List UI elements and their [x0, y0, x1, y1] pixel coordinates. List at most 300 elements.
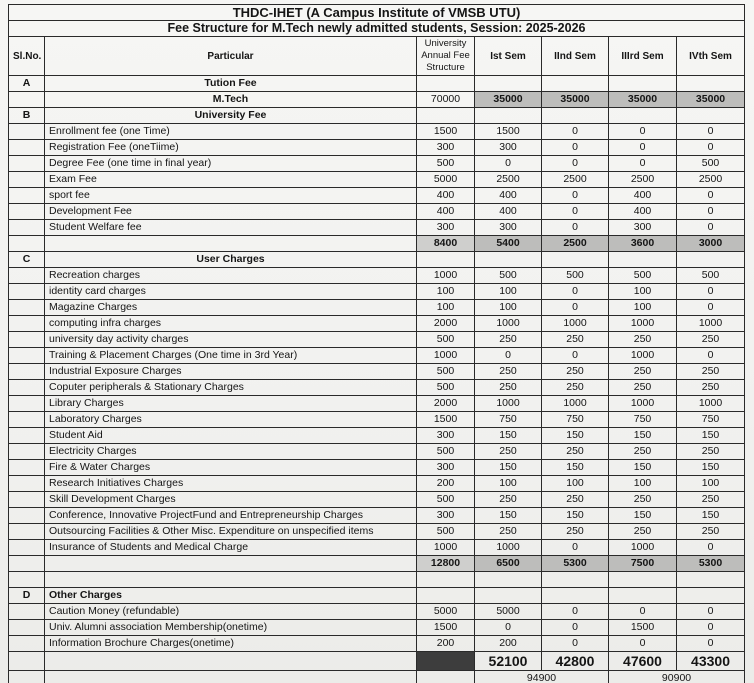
sem3-cell: 400: [609, 188, 677, 204]
annual-cell: 70000: [417, 92, 475, 108]
header-particular: Particular: [45, 37, 417, 76]
sem1-cell: 250: [475, 444, 542, 460]
sem4-cell: 150: [677, 428, 745, 444]
annual-cell: 1000: [417, 268, 475, 284]
section-code: B: [9, 108, 45, 124]
annual-cell: 1000: [417, 348, 475, 364]
sem4-cell: 1000: [677, 316, 745, 332]
sem4-cell: 250: [677, 380, 745, 396]
sem3-cell: 1000: [609, 396, 677, 412]
sem4-cell: 500: [677, 268, 745, 284]
annual-cell: 1500: [417, 412, 475, 428]
particular-cell: Registration Fee (oneTiime): [45, 140, 417, 156]
sem3-cell: 35000: [609, 92, 677, 108]
fee-row: [9, 204, 745, 220]
fee-row: [9, 396, 745, 412]
sem3-cell: 0: [609, 140, 677, 156]
empty-cell: [542, 572, 609, 588]
particular-cell: Industrial Exposure Charges: [45, 364, 417, 380]
sem2-cell: 0: [542, 636, 609, 652]
sno-cell: [9, 220, 45, 236]
annual-cell: 500: [417, 444, 475, 460]
section-header-row: [9, 108, 745, 124]
sem1-cell: 1000: [475, 396, 542, 412]
subtotal-sem3: 7500: [609, 556, 677, 572]
sem4-cell: 1000: [677, 396, 745, 412]
annual-cell: 300: [417, 460, 475, 476]
particular-cell: Conference, Innovative ProjectFund and Entrepreneurship Charges: [45, 508, 417, 524]
particular-cell: Training & Placement Charges (One time in 3rd Year): [45, 348, 417, 364]
section-code: C: [9, 252, 45, 268]
sem2-cell: 0: [542, 284, 609, 300]
particular-cell: identity card charges: [45, 284, 417, 300]
sno-cell: [9, 671, 45, 683]
sno-cell: [9, 444, 45, 460]
annual-cell: 500: [417, 156, 475, 172]
sem4-cell: 0: [677, 348, 745, 364]
sno-cell: [9, 508, 45, 524]
grand-total-sem3: 47600: [609, 652, 677, 671]
annual-cell: 200: [417, 476, 475, 492]
grand-total-sem4: 43300: [677, 652, 745, 671]
empty-cell: [677, 76, 745, 92]
sem1-cell: 0: [475, 620, 542, 636]
sem1-cell: 750: [475, 412, 542, 428]
empty-cell: [609, 252, 677, 268]
annual-cell: 200: [417, 636, 475, 652]
sno-cell: [9, 604, 45, 620]
particular-cell: Univ. Alumni association Membership(onetime): [45, 620, 417, 636]
header-sem1: Ist Sem: [475, 37, 542, 76]
fee-row: [9, 140, 745, 156]
sno-cell: [9, 460, 45, 476]
section-header-row: [9, 252, 745, 268]
sno-cell: [9, 556, 45, 572]
fee-row: [9, 636, 745, 652]
fee-row: [9, 316, 745, 332]
annual-cell: 1000: [417, 540, 475, 556]
particular-cell: Enrollment fee (one Time): [45, 124, 417, 140]
year2-total: 90900: [609, 671, 745, 683]
fee-row: [9, 428, 745, 444]
empty-cell: [417, 588, 475, 604]
subtotal-sem4: 5300: [677, 556, 745, 572]
sem4-cell: 750: [677, 412, 745, 428]
sem4-cell: 0: [677, 540, 745, 556]
sem1-cell: 500: [475, 268, 542, 284]
empty-cell: [542, 76, 609, 92]
annual-cell: 500: [417, 380, 475, 396]
sno-cell: [9, 204, 45, 220]
sno-cell: [9, 124, 45, 140]
subtotal-annual: 12800: [417, 556, 475, 572]
sno-cell: [9, 540, 45, 556]
annual-cell: 500: [417, 524, 475, 540]
sem1-cell: 400: [475, 204, 542, 220]
sem3-cell: 400: [609, 204, 677, 220]
sem2-cell: 150: [542, 508, 609, 524]
fee-row: [9, 172, 745, 188]
sem3-cell: 250: [609, 364, 677, 380]
sem3-cell: 250: [609, 524, 677, 540]
sem2-cell: 250: [542, 492, 609, 508]
fee-structure-table: [8, 4, 745, 683]
sem1-cell: 100: [475, 284, 542, 300]
sem2-cell: 0: [542, 140, 609, 156]
sem2-cell: 0: [542, 156, 609, 172]
empty-cell: [609, 108, 677, 124]
sno-cell: [9, 524, 45, 540]
fee-row: [9, 604, 745, 620]
section-title: Other Charges: [45, 588, 417, 604]
subtotal-sem3: 3600: [609, 236, 677, 252]
sem3-cell: 250: [609, 444, 677, 460]
particular-cell: Magazine Charges: [45, 300, 417, 316]
particular-cell: [45, 652, 417, 671]
empty-cell: [542, 108, 609, 124]
sem4-cell: 0: [677, 604, 745, 620]
sem3-cell: 100: [609, 300, 677, 316]
sno-cell: [9, 188, 45, 204]
sem1-cell: 150: [475, 460, 542, 476]
subtotal-annual: 8400: [417, 236, 475, 252]
sno-cell: [9, 284, 45, 300]
section-code: A: [9, 76, 45, 92]
fee-row: [9, 332, 745, 348]
sem1-cell: 1000: [475, 316, 542, 332]
sem3-cell: 100: [609, 284, 677, 300]
sem4-cell: 35000: [677, 92, 745, 108]
empty-cell: [475, 108, 542, 124]
fee-row: [9, 492, 745, 508]
fee-row: [9, 284, 745, 300]
sno-cell: [9, 236, 45, 252]
sem1-cell: 300: [475, 220, 542, 236]
fee-row: [9, 476, 745, 492]
section-header-row: [9, 588, 745, 604]
sem2-cell: 2500: [542, 172, 609, 188]
sem4-cell: 150: [677, 460, 745, 476]
sno-cell: [9, 476, 45, 492]
particular-cell: Exam Fee: [45, 172, 417, 188]
particular-cell: Skill Development Charges: [45, 492, 417, 508]
fee-row: [9, 220, 745, 236]
particular-cell: computing infra charges: [45, 316, 417, 332]
sno-cell: [9, 348, 45, 364]
grand-total-sem1: 52100: [475, 652, 542, 671]
empty-cell: [542, 252, 609, 268]
empty-cell: [475, 588, 542, 604]
sem2-cell: 250: [542, 332, 609, 348]
header-sem3: IIIrd Sem: [609, 37, 677, 76]
sno-cell: [9, 652, 45, 671]
sem3-cell: 1000: [609, 540, 677, 556]
year1-total: 94900: [475, 671, 609, 683]
sem3-cell: 100: [609, 476, 677, 492]
sem3-cell: 150: [609, 460, 677, 476]
fee-row: [9, 412, 745, 428]
sem1-cell: 1000: [475, 540, 542, 556]
sem3-cell: 300: [609, 220, 677, 236]
empty-cell: [45, 572, 417, 588]
sem4-cell: 0: [677, 188, 745, 204]
sem4-cell: 250: [677, 492, 745, 508]
empty-cell: [542, 588, 609, 604]
sem1-cell: 300: [475, 140, 542, 156]
sem1-cell: 5000: [475, 604, 542, 620]
sem2-cell: 0: [542, 348, 609, 364]
fee-row: [9, 268, 745, 284]
sem2-cell: 0: [542, 204, 609, 220]
annual-cell: 500: [417, 364, 475, 380]
particular-cell: Degree Fee (one time in final year): [45, 156, 417, 172]
sem4-cell: 0: [677, 204, 745, 220]
sem4-cell: 150: [677, 508, 745, 524]
sem1-cell: 100: [475, 300, 542, 316]
subtotal-sem1: 5400: [475, 236, 542, 252]
sem1-cell: 250: [475, 524, 542, 540]
section-title: Tution Fee: [45, 76, 417, 92]
sno-cell: [9, 156, 45, 172]
empty-cell: [609, 572, 677, 588]
sem3-cell: 0: [609, 124, 677, 140]
annual-cell: 500: [417, 492, 475, 508]
particular-cell: university day activity charges: [45, 332, 417, 348]
sem4-cell: 500: [677, 156, 745, 172]
particular-cell: Caution Money (refundable): [45, 604, 417, 620]
fee-row: [9, 348, 745, 364]
header-annual: University Annual Fee Structure: [417, 37, 475, 76]
particular-cell: Electricity Charges: [45, 444, 417, 460]
subtotal-row: [9, 236, 745, 252]
header-sem4: IVth Sem: [677, 37, 745, 76]
annual-cell: 5000: [417, 604, 475, 620]
sem4-cell: 250: [677, 444, 745, 460]
sem2-cell: 750: [542, 412, 609, 428]
sem1-cell: 250: [475, 332, 542, 348]
particular-cell: Research Initiatives Charges: [45, 476, 417, 492]
empty-cell: [677, 108, 745, 124]
sno-cell: [9, 332, 45, 348]
sem1-cell: 1500: [475, 124, 542, 140]
empty-cell: [677, 572, 745, 588]
sem3-cell: 150: [609, 428, 677, 444]
fee-row: [9, 300, 745, 316]
particular-cell: Insurance of Students and Medical Charge: [45, 540, 417, 556]
sem4-cell: 100: [677, 476, 745, 492]
particular-cell: [45, 671, 417, 683]
sem3-cell: 0: [609, 604, 677, 620]
sem3-cell: 0: [609, 156, 677, 172]
sem3-cell: 250: [609, 492, 677, 508]
sem4-cell: 250: [677, 524, 745, 540]
sem2-cell: 100: [542, 476, 609, 492]
sem3-cell: 250: [609, 380, 677, 396]
page-title: THDC-IHET (A Campus Institute of VMSB UTU): [9, 5, 745, 21]
sno-cell: [9, 364, 45, 380]
subtotal-sem2: 5300: [542, 556, 609, 572]
sem2-cell: 1000: [542, 316, 609, 332]
particular-cell: Outsourcing Facilities & Other Misc. Expenditure on unspecified items: [45, 524, 417, 540]
empty-cell: [609, 588, 677, 604]
annual-cell: 500: [417, 332, 475, 348]
annual-cell: 400: [417, 204, 475, 220]
subtotal-sem1: 6500: [475, 556, 542, 572]
sem2-cell: 0: [542, 124, 609, 140]
sem4-cell: 0: [677, 284, 745, 300]
tuition-row: [9, 92, 745, 108]
sem2-cell: 250: [542, 380, 609, 396]
sno-cell: [9, 492, 45, 508]
sem4-cell: 0: [677, 620, 745, 636]
sem2-cell: 0: [542, 300, 609, 316]
sem1-cell: 250: [475, 364, 542, 380]
particular-cell: Development Fee: [45, 204, 417, 220]
subtotal-row: [9, 556, 745, 572]
particular-cell: Recreation charges: [45, 268, 417, 284]
sem4-cell: 0: [677, 300, 745, 316]
particular-cell: [45, 236, 417, 252]
empty-cell: [9, 572, 45, 588]
empty-cell: [417, 108, 475, 124]
fee-row: [9, 188, 745, 204]
sem2-cell: 250: [542, 524, 609, 540]
particular-cell: Laboratory Charges: [45, 412, 417, 428]
fee-row: [9, 524, 745, 540]
sem4-cell: 0: [677, 140, 745, 156]
section-title: University Fee: [45, 108, 417, 124]
particular-cell: [45, 556, 417, 572]
fee-row: [9, 460, 745, 476]
sem4-cell: 0: [677, 636, 745, 652]
fee-row: [9, 124, 745, 140]
section-code: D: [9, 588, 45, 604]
year-total-row: [9, 671, 745, 683]
annual-cell: 300: [417, 220, 475, 236]
particular-cell: Student Aid: [45, 428, 417, 444]
annual-cell: 300: [417, 140, 475, 156]
particular-cell: Library Charges: [45, 396, 417, 412]
sem3-cell: 1000: [609, 316, 677, 332]
sem1-cell: 250: [475, 492, 542, 508]
sno-cell: [9, 636, 45, 652]
empty-cell: [677, 588, 745, 604]
sem2-cell: 500: [542, 268, 609, 284]
sem4-cell: 250: [677, 364, 745, 380]
sno-cell: [9, 396, 45, 412]
annual-cell: 1500: [417, 124, 475, 140]
sem3-cell: 500: [609, 268, 677, 284]
spacer-row: [9, 572, 745, 588]
particular-cell: Information Brochure Charges(onetime): [45, 636, 417, 652]
page-subtitle: Fee Structure for M.Tech newly admitted students, Session: 2025-2026: [9, 21, 745, 37]
sem1-cell: 2500: [475, 172, 542, 188]
sem3-cell: 250: [609, 332, 677, 348]
fee-row: [9, 380, 745, 396]
empty-cell: [417, 76, 475, 92]
empty-cell: [475, 572, 542, 588]
sem3-cell: 1000: [609, 348, 677, 364]
annual-cell: 300: [417, 508, 475, 524]
tuition-program: M.Tech: [45, 92, 417, 108]
annual-cell: 300: [417, 428, 475, 444]
annual-cell: 400: [417, 188, 475, 204]
sem1-cell: 400: [475, 188, 542, 204]
subtotal-sem4: 3000: [677, 236, 745, 252]
sem1-cell: 200: [475, 636, 542, 652]
annual-cell: 1500: [417, 620, 475, 636]
empty-cell: [417, 252, 475, 268]
sem2-cell: 0: [542, 540, 609, 556]
sem1-cell: 0: [475, 156, 542, 172]
sem4-cell: 0: [677, 124, 745, 140]
sem1-cell: 250: [475, 380, 542, 396]
fee-row: [9, 156, 745, 172]
sem2-cell: 0: [542, 220, 609, 236]
annual-cell: 2000: [417, 396, 475, 412]
sem3-cell: 1500: [609, 620, 677, 636]
sem2-cell: 1000: [542, 396, 609, 412]
empty-cell: [417, 572, 475, 588]
sno-cell: [9, 92, 45, 108]
grand-total-sem2: 42800: [542, 652, 609, 671]
fee-row: [9, 444, 745, 460]
particular-cell: sport fee: [45, 188, 417, 204]
empty-cell: [475, 252, 542, 268]
section-title: User Charges: [45, 252, 417, 268]
sno-cell: [9, 428, 45, 444]
subtotal-sem2: 2500: [542, 236, 609, 252]
annual-cell: 100: [417, 300, 475, 316]
sno-cell: [9, 620, 45, 636]
fee-row: [9, 364, 745, 380]
sno-cell: [9, 316, 45, 332]
annual-cell: [417, 671, 475, 683]
empty-cell: [475, 76, 542, 92]
sem1-cell: 35000: [475, 92, 542, 108]
sno-cell: [9, 172, 45, 188]
sno-cell: [9, 300, 45, 316]
sem3-cell: 750: [609, 412, 677, 428]
sem1-cell: 0: [475, 348, 542, 364]
sem2-cell: 150: [542, 428, 609, 444]
sem4-cell: 0: [677, 220, 745, 236]
empty-cell: [609, 76, 677, 92]
annual-cell: 100: [417, 284, 475, 300]
sem3-cell: 2500: [609, 172, 677, 188]
annual-cell: 5000: [417, 172, 475, 188]
header-sno: Sl.No.: [9, 37, 45, 76]
sem2-cell: 250: [542, 444, 609, 460]
particular-cell: Coputer peripherals & Stationary Charges: [45, 380, 417, 396]
sem4-cell: 2500: [677, 172, 745, 188]
sem4-cell: 250: [677, 332, 745, 348]
particular-cell: Fire & Water Charges: [45, 460, 417, 476]
fee-row: [9, 540, 745, 556]
sem3-cell: 0: [609, 636, 677, 652]
sem2-cell: 0: [542, 620, 609, 636]
sem2-cell: 0: [542, 188, 609, 204]
empty-cell: [677, 252, 745, 268]
fee-row: [9, 508, 745, 524]
grand-total-row: [9, 652, 745, 671]
grand-annual-cell: [417, 652, 475, 671]
particular-cell: Student Welfare fee: [45, 220, 417, 236]
header-sem2: IInd Sem: [542, 37, 609, 76]
sno-cell: [9, 140, 45, 156]
sem3-cell: 150: [609, 508, 677, 524]
sno-cell: [9, 412, 45, 428]
